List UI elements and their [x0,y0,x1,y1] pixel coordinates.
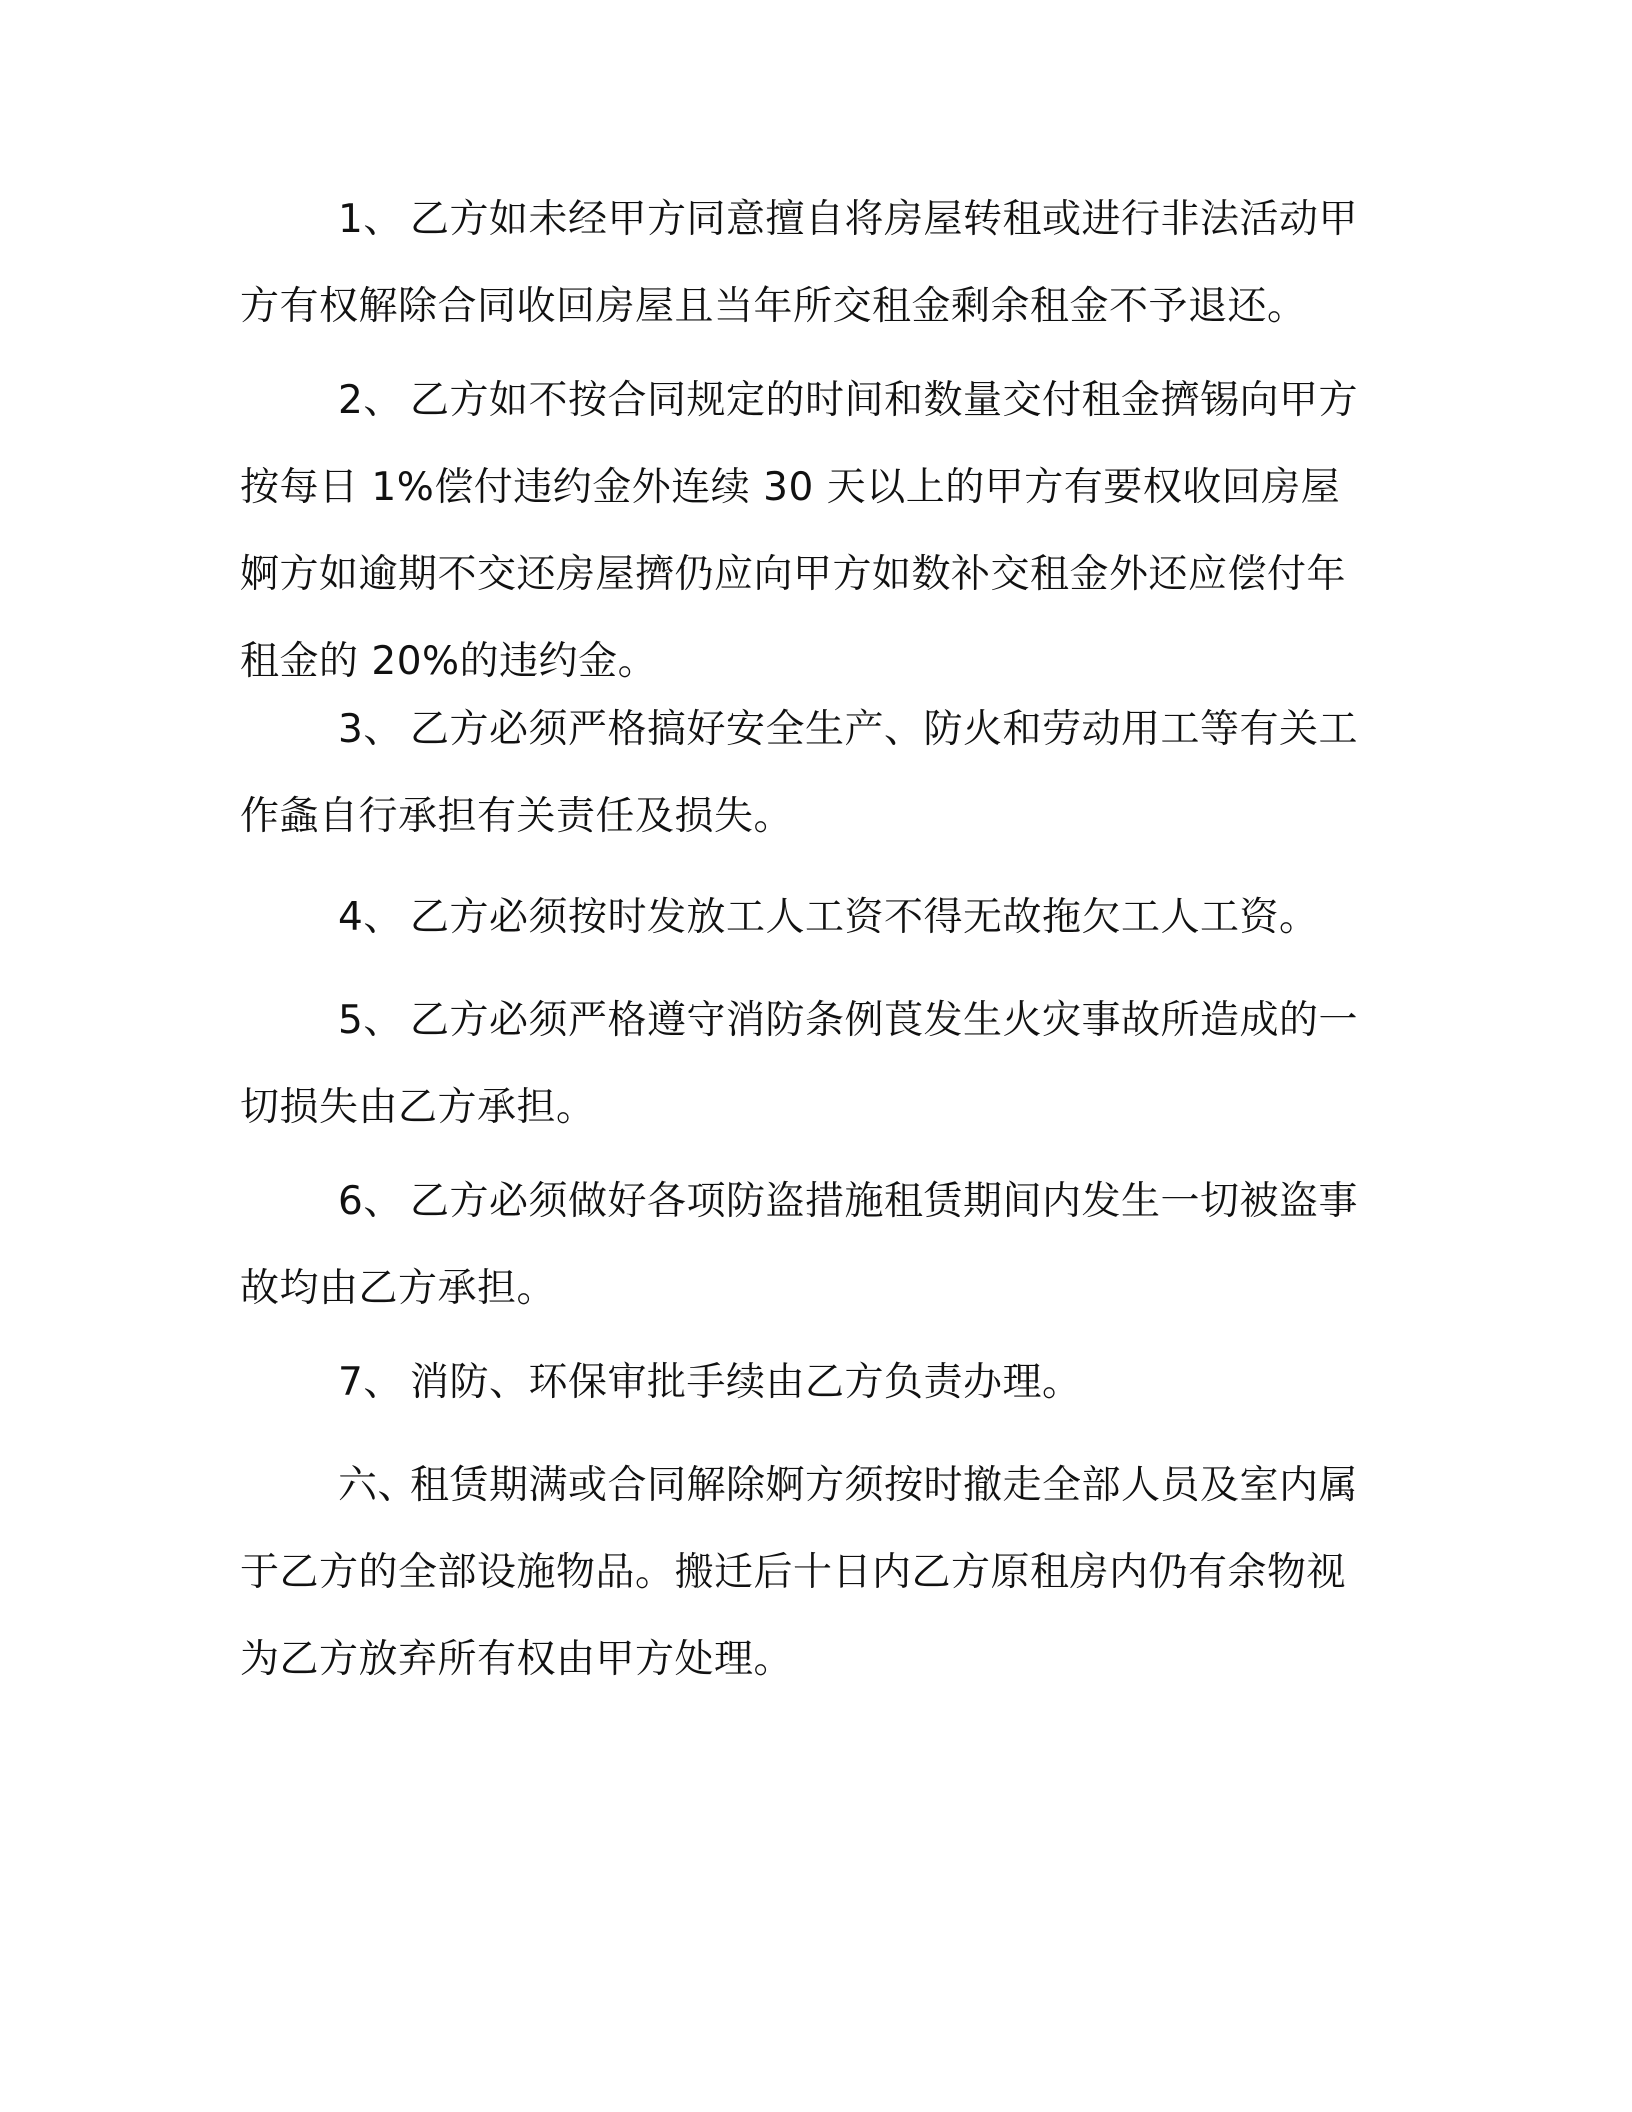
clause-text: 乙方必须做好各项防盗措施租赁期间内发生一切被盗事故均由乙方承担。 [240,1179,1359,1311]
clause-text: 乙方如不按合同规定的时间和数量交付租金擠锡向甲方按每日 1%偿付违约金外连续 30 天以上的甲方有要权收回房屋婀方如逾期不交还房屋擠仍应向甲方如数补交租金外还应偿付年租金的 20%的违约金。 [240,378,1359,684]
clause-number: 3、 [338,707,403,752]
clause-text: 乙方必须严格遵守消防条例莨发生火灾事故所造成的一切损失由乙方承担。 [240,998,1359,1130]
clause-6 [240,1158,1370,1332]
clause-text: 消防、环保审批手续由乙方负责办理。 [410,1360,1082,1405]
clause-number: 1、 [338,197,403,242]
clause-3 [240,686,1370,860]
section-number: 六、 [338,1463,418,1508]
clause-2 [240,357,1370,705]
clause-text: 乙方必须按时发放工人工资不得无故拖欠工人工资。 [410,895,1319,940]
clause-5 [240,977,1370,1151]
clause-text: 乙方必须严格搞好安全生产、防火和劳动用工等有关工作螽自行承担有关责任及损失。 [240,707,1359,839]
clause-text: 乙方如未经甲方同意擅自将房屋转租或进行非法活动甲方有权解除合同收回房屋且当年所交租金剩余租金不予退还。 [240,197,1359,329]
section-text: 租赁期满或合同解除婀方须按时撤走全部人员及室内属于乙方的全部设施物品。搬迁后十日内乙方原租房内仍有余物视为乙方放弃所有权由甲方处理。 [240,1463,1359,1682]
clause-1 [240,176,1370,350]
clause-7 [240,1339,1370,1426]
clause-4 [240,874,1370,961]
clause-number: 5、 [338,998,403,1043]
clause-number: 6、 [338,1179,403,1224]
clause-number: 4、 [338,895,403,940]
section-six [240,1442,1370,1703]
clause-number: 7、 [338,1360,403,1405]
clause-number: 2、 [338,378,403,423]
